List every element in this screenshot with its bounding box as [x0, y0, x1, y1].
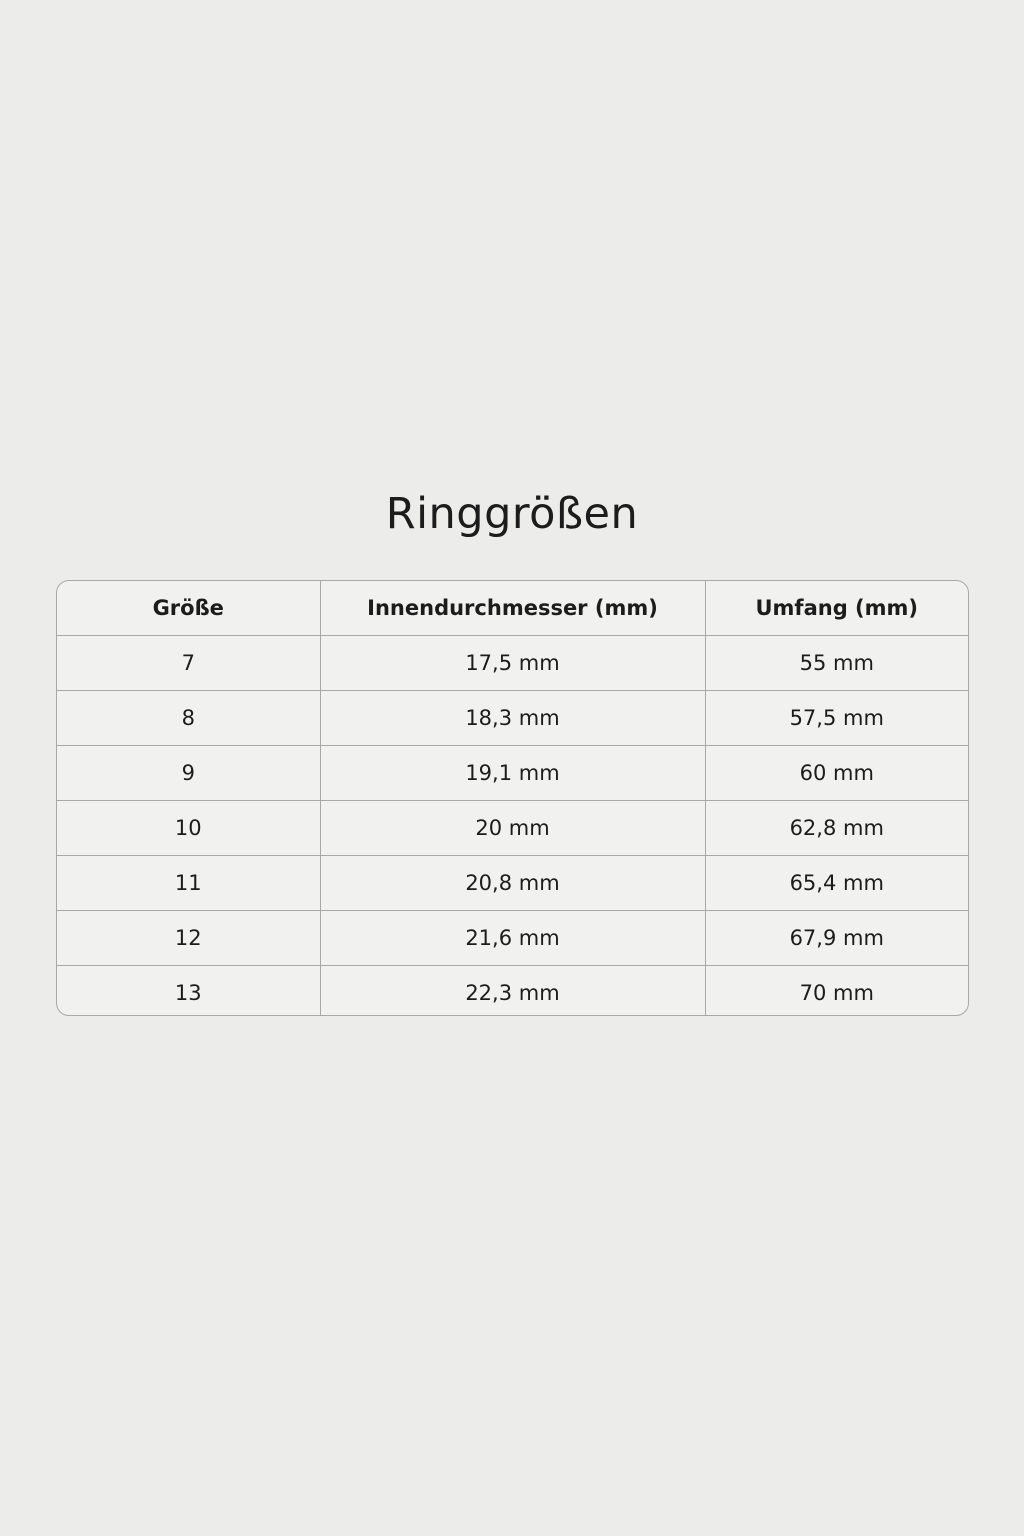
cell-size: 11 [57, 856, 320, 911]
cell-circumference: 57,5 mm [705, 691, 968, 746]
size-table [57, 581, 968, 1016]
table-row [57, 746, 968, 801]
header-inner-diameter: Innendurchmesser (mm) [320, 581, 705, 636]
table-row [57, 856, 968, 911]
cell-size: 7 [57, 636, 320, 691]
cell-circumference: 65,4 mm [705, 856, 968, 911]
table-row [57, 966, 968, 1017]
table-row [57, 911, 968, 966]
header-circumference: Umfang (mm) [705, 581, 968, 636]
cell-inner-diameter: 17,5 mm [320, 636, 705, 691]
cell-circumference: 70 mm [799, 981, 874, 1005]
cell-size: 10 [57, 801, 320, 856]
cell-circumference: 55 mm [705, 636, 968, 691]
table-row [57, 691, 968, 746]
cell-size: 9 [57, 746, 320, 801]
cell-circumference: 62,8 mm [705, 801, 968, 856]
cell-inner-diameter: 20,8 mm [320, 856, 705, 911]
table-row [57, 636, 968, 691]
cell-inner-diameter: 22,3 mm [320, 966, 705, 1017]
cell-circumference: 60 mm [705, 746, 968, 801]
cell-size: 8 [57, 691, 320, 746]
cell-inner-diameter: 19,1 mm [320, 746, 705, 801]
table-row [57, 801, 968, 856]
cell-circumference: 67,9 mm [705, 911, 968, 966]
cell-size: 13 [57, 966, 320, 1017]
header-size: Größe [57, 581, 320, 636]
cell-inner-diameter: 20 mm [320, 801, 705, 856]
table-header-row [57, 581, 968, 636]
ring-size-table [56, 580, 969, 1016]
cell-size: 12 [57, 911, 320, 966]
cell-inner-diameter: 18,3 mm [320, 691, 705, 746]
cell-inner-diameter: 21,6 mm [320, 911, 705, 966]
page-title: Ringgrößen [385, 489, 639, 539]
